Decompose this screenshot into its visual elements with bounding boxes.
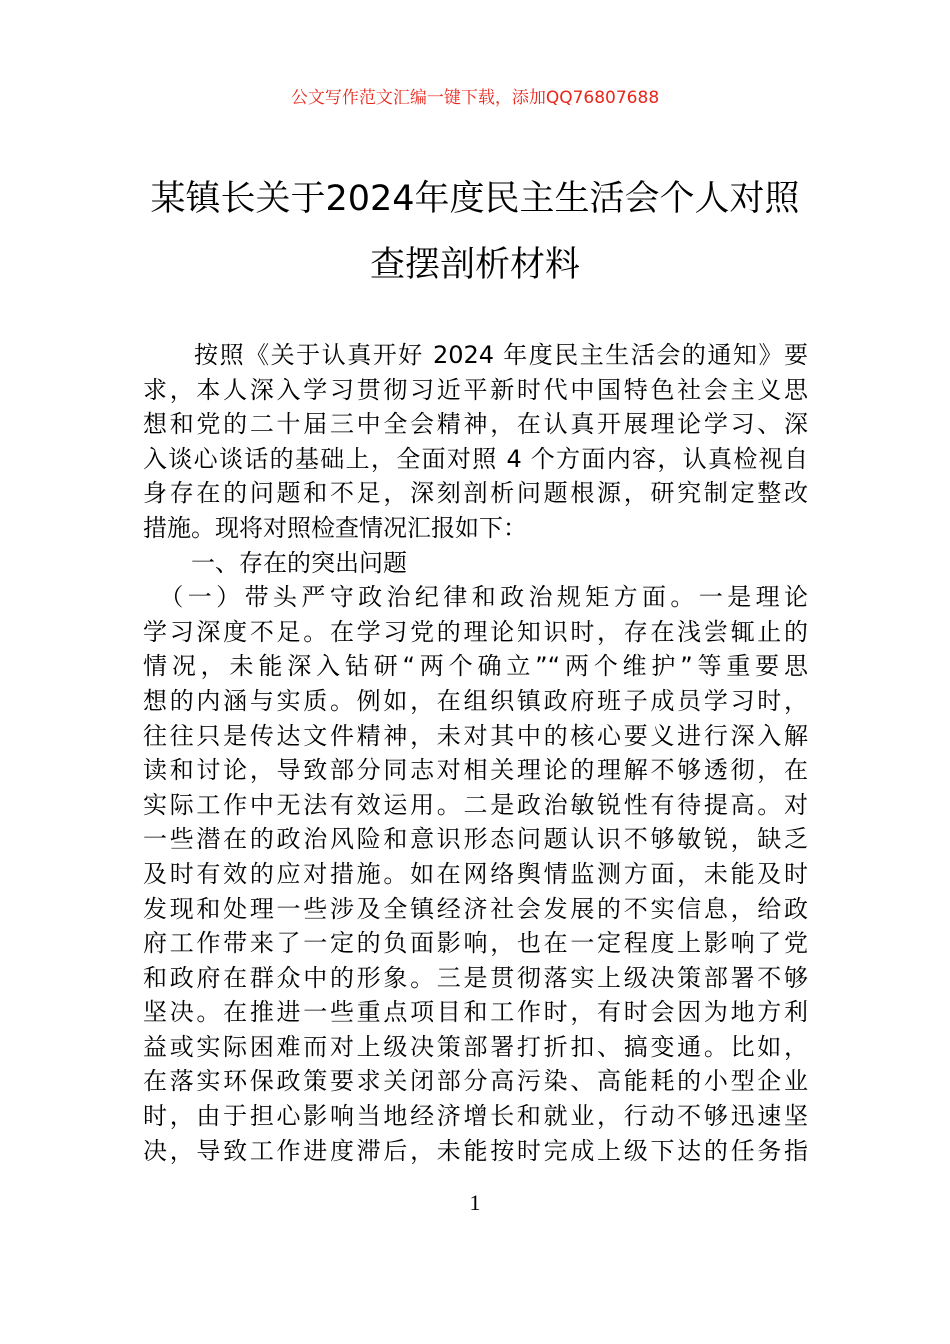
- text-line: 益或实际困难而对上级决策部署打折扣、搞变通。比如，: [143, 1032, 808, 1061]
- text-line: 读和讨论，导致部分同志对相关理论的理解不够透彻，在: [143, 756, 808, 785]
- text-line: （一）带头严守政治纪律和政治规矩方面。一是理论: [143, 583, 808, 612]
- document-body: [143, 338, 808, 1168]
- text-line: 情况，未能深入钻研“两个确立”“两个维护”等重要思: [143, 652, 808, 681]
- text-line: 学习深度不足。在学习党的理论知识时，存在浅尝辄止的: [143, 617, 808, 646]
- text-line: 想和党的二十届三中全会精神，在认真开展理论学习、深: [143, 410, 808, 439]
- section-1-paragraph: [143, 580, 808, 1168]
- text-line: 按照《关于认真开好 2024 年度民主生活会的通知》要: [143, 341, 808, 369]
- text-line: 决，导致工作进度滞后，未能按时完成上级下达的任务指: [143, 1136, 808, 1165]
- text-line: 身存在的问题和不足，深刻剖析问题根源，研究制定整改: [143, 479, 808, 508]
- text-line: 入谈心谈话的基础上，全面对照 4 个方面内容，认真检视自: [143, 444, 808, 473]
- text-line: 实际工作中无法有效运用。二是政治敏锐性有待提高。对: [143, 790, 808, 819]
- section-1-heading: 一、存在的突出问题: [143, 548, 407, 577]
- text-line: 府工作带来了一定的负面影响，也在一定程度上影响了党: [143, 929, 808, 958]
- section-heading: [143, 546, 808, 581]
- text-line: 措施。现将对照检查情况汇报如下：: [143, 513, 527, 542]
- page-number: 1: [469, 1190, 481, 1215]
- text-line: 发现和处理一些涉及全镇经济社会发展的不实信息，给政: [143, 894, 808, 923]
- text-line: 和政府在群众中的形象。三是贯彻落实上级决策部署不够: [143, 963, 808, 992]
- text-line: 求，本人深入学习贯彻习近平新时代中国特色社会主义思: [143, 375, 808, 404]
- text-line: 在落实环保政策要求关闭部分高污染、高能耗的小型企业: [143, 1067, 808, 1096]
- text-line: 往往只是传达文件精神，未对其中的核心要义进行深入解: [143, 721, 808, 750]
- header-banner: 公文写作范文汇编一键下载，添加QQ76807688: [290, 88, 660, 108]
- title-line-2: 查摆剖析材料: [369, 245, 580, 285]
- text-line: 及时有效的应对措施。如在网络舆情监测方面，未能及时: [143, 859, 808, 888]
- text-line: 想的内涵与实质。例如，在组织镇政府班子成员学习时，: [143, 686, 808, 715]
- text-line: 时，由于担心影响当地经济增长和就业，行动不够迅速坚: [143, 1102, 808, 1131]
- title-line-1: 某镇长关于2024年度民主生活会个人对照: [150, 179, 800, 219]
- text-line: 一些潜在的政治风险和意识形态问题认识不够敏锐，缺乏: [143, 825, 808, 854]
- intro-paragraph: [143, 338, 808, 546]
- document-title: [95, 166, 855, 298]
- text-line: 坚决。在推进一些重点项目和工作时，有时会因为地方利: [143, 998, 808, 1027]
